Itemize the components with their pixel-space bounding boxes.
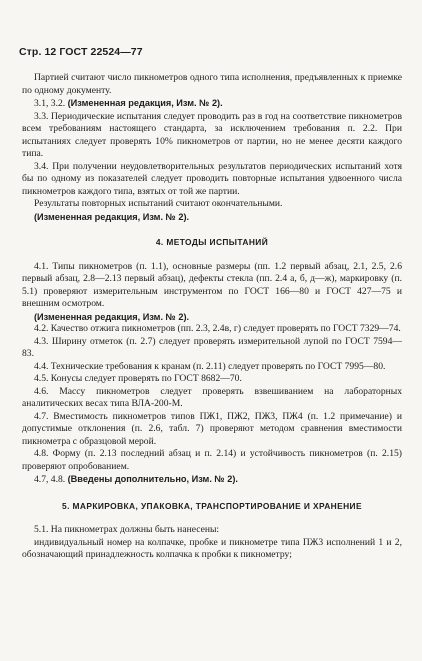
paragraph-4-1: 4.1. Типы пикнометров (п. 1.1), основные размеры (пп. 1.2 первый абзац, 2.1, 2.5, 2.6 первый абзац, 2.8—2.13 первый абзац), дефекты стекла (пп. 2.4 а, б, д—ж), маркировку (п. 5.1) проверяют измерительным инструментом по ГОСТ 166—80 и ГОСТ 427—75 и внешним осмотром. xyxy=(22,260,402,309)
section-title-5: 5. МАРКИРОВКА, УПАКОВКА, ТРАНСПОРТИРОВАНИЕ И ХРАНЕНИЕ xyxy=(62,500,362,511)
paragraph-4-7: 4.7. Вместимость пикнометров типов ПЖ1, ПЖ2, ПЖ3, ПЖ4 (п. 1.2 примечание) и допустимые отклонения (п. 2.6, табл. 7) проверяют методом сравнения вместимости пикнометра с образцовой мерой. xyxy=(22,410,402,447)
section-title-4: 4. МЕТОДЫ ИСПЫТАНИЙ xyxy=(155,237,269,247)
clause-number: 3.1, 3.2. xyxy=(34,98,66,109)
paragraph-5-1-text: индивидуальный номер на колпачке, пробке и пикнометре типа ПЖ3 исполнений 1 и 2, обозначающий принадлежность колпачка к пробки к пикнометру; xyxy=(22,536,402,560)
paragraph-4-5: 4.5. Конусы следует проверять по ГОСТ 8682—70. xyxy=(34,373,242,384)
paragraph-4-8: 4.8. Форму (п. 2.13 последний абзац и п. 2.14) и устойчивость пикнометров (п. 2.15) проверяют опробованием. xyxy=(22,448,402,472)
amendment-note: (Измененная редакция, Изм. № 2). xyxy=(34,311,190,322)
amendment-note: (Введены дополнительно, Изм. № 2). xyxy=(67,474,238,484)
paragraph-lot-definition: Партией считают число пикнометров одного типа исполнения, предъявленных к приемке по одному документу. xyxy=(22,72,402,96)
page-body xyxy=(22,72,402,562)
paragraph-results: Результаты повторных испытаний считают окончательными. xyxy=(34,198,283,209)
clause-number: 4.7, 4.8. xyxy=(34,474,66,485)
paragraph-4-2: 4.2. Качество отжига пикнометров (пп. 2.3, 2.4в, г) следует проверять по ГОСТ 7329—74. xyxy=(34,323,401,334)
paragraph-4-3: 4.3. Ширину отметок (п. 2.7) следует проверять измерительной лупой по ГОСТ 7594—83. xyxy=(22,335,402,359)
paragraph-3-3: 3.3. Периодические испытания следует проводить раз в год на соответствие пикнометров всем требованиям настоящего стандарта, за исключением требования п. 2.2. При испытаниях следует проверять 10% пикнометров от партии, но не менее десяти каждого типа. xyxy=(22,110,402,159)
amendment-note: (Измененная редакция, Изм. № 2). xyxy=(34,211,190,222)
paragraph-4-7-4-8 xyxy=(22,473,402,487)
paragraph-4-6: 4.6. Массу пикнометров следует проверять взвешиванием на лабораторных аналитических весах типа ВЛА-200-М. xyxy=(22,385,402,409)
paragraph-3-4: 3.4. При получении неудовлетворительных результатов периодических испытаний хотя бы по одному из показателей следует проводить повторные испытания удвоенного числа пикнометров каждого типа, взятых от той же партии. xyxy=(22,160,402,197)
page-header: Стр. 12 ГОСТ 22524—77 xyxy=(19,46,143,58)
paragraph-5-1: 5.1. На пикнометрах должны быть нанесены: xyxy=(34,524,220,535)
paragraph-3-1-3-2 xyxy=(22,97,402,111)
paragraph-4-4: 4.4. Технические требования к кранам (п. 2.11) следует проверять по ГОСТ 7995—80. xyxy=(34,360,386,372)
amendment-note: (Измененная редакция, Изм. № 2). xyxy=(67,98,223,108)
